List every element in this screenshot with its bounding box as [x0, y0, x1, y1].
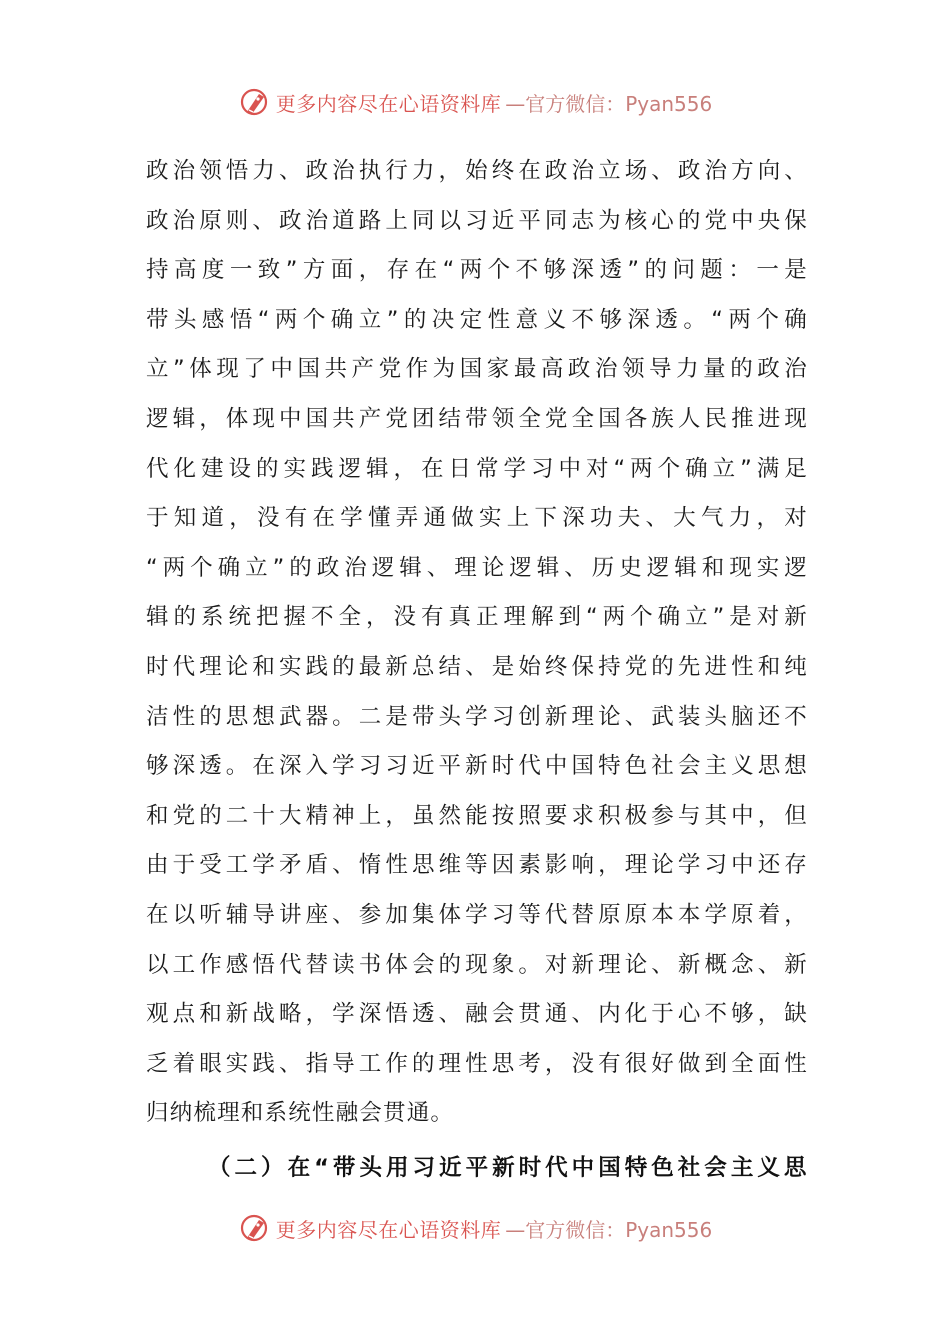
paragraph-line: 代化建设的实践逻辑，在日常学习中对“两个确立”满足 [146, 455, 808, 482]
paragraph-line: 洁性的思想武器。二是带头学习创新理论、武装头脑还不 [146, 703, 808, 730]
paragraph-line: 归纳梳理和系统性融会贯通。 [146, 1100, 455, 1127]
paragraph-line: 在以听辅导讲座、参加集体学习等代替原原本本学原着， [146, 901, 808, 928]
paragraph-line: 政治领悟力、政治执行力，始终在政治立场、政治方向、 [146, 158, 808, 184]
paragraph-line: 于知道，没有在学懂弄通做实上下深功夫、大气力，对 [146, 505, 808, 532]
paragraph-line: 由于受工学矛盾、惰性思维等因素影响，理论学习中还存 [146, 852, 808, 879]
header-watermark [0, 82, 950, 122]
paragraph-line: 逻辑，体现中国共产党团结带领全党全国各族人民推进现 [146, 405, 808, 432]
watermark-main-text: 更多内容尽在心语资料库 [275, 91, 502, 116]
paragraph-line: 立”体现了中国共产党作为国家最高政治领导力量的政治 [146, 356, 808, 383]
paragraph-line: 带头感悟“两个确立”的决定性意义不够深透。“两个确 [146, 306, 808, 333]
watermark-contact-text: —官方微信：Pyan556 [505, 91, 713, 116]
paragraph-line: 辑的系统把握不全，没有真正理解到“两个确立”是对新 [146, 604, 808, 631]
paragraph-line: 时代理论和实践的最新总结、是始终保持党的先进性和纯 [146, 653, 808, 680]
paragraph-line: 够深透。在深入学习习近平新时代中国特色社会主义思想 [146, 753, 808, 780]
paragraph-line: 观点和新战略，学深悟透、融会贯通、内化于心不够，缺 [146, 1001, 808, 1028]
paragraph-line: 持高度一致”方面，存在“两个不够深透”的问题：一是 [146, 257, 808, 284]
paragraph-line: 乏着眼实践、指导工作的理性思考，没有很好做到全面性 [146, 1050, 808, 1077]
watermark-main-text: 更多内容尽在心语资料库 [275, 1217, 502, 1242]
footer-watermark [0, 1208, 950, 1248]
section-heading: （二）在“带头用习近平新时代中国特色社会主义思 [208, 1155, 808, 1181]
watermark-contact-text: —官方微信：Pyan556 [505, 1217, 713, 1242]
paragraph-line: 和党的二十大精神上，虽然能按照要求积极参与其中，但 [146, 802, 808, 829]
paragraph-line: 以工作感悟代替读书体会的现象。对新理论、新概念、新 [146, 951, 808, 978]
pen-nib-logo-icon [238, 1211, 272, 1245]
paragraph-line: 政治原则、政治道路上同以习近平同志为核心的党中央保 [146, 207, 808, 234]
pen-nib-logo-icon [238, 85, 272, 119]
paragraph-line: “两个确立”的政治逻辑、理论逻辑、历史逻辑和现实逻 [146, 554, 808, 581]
body-paragraph [146, 147, 808, 1139]
